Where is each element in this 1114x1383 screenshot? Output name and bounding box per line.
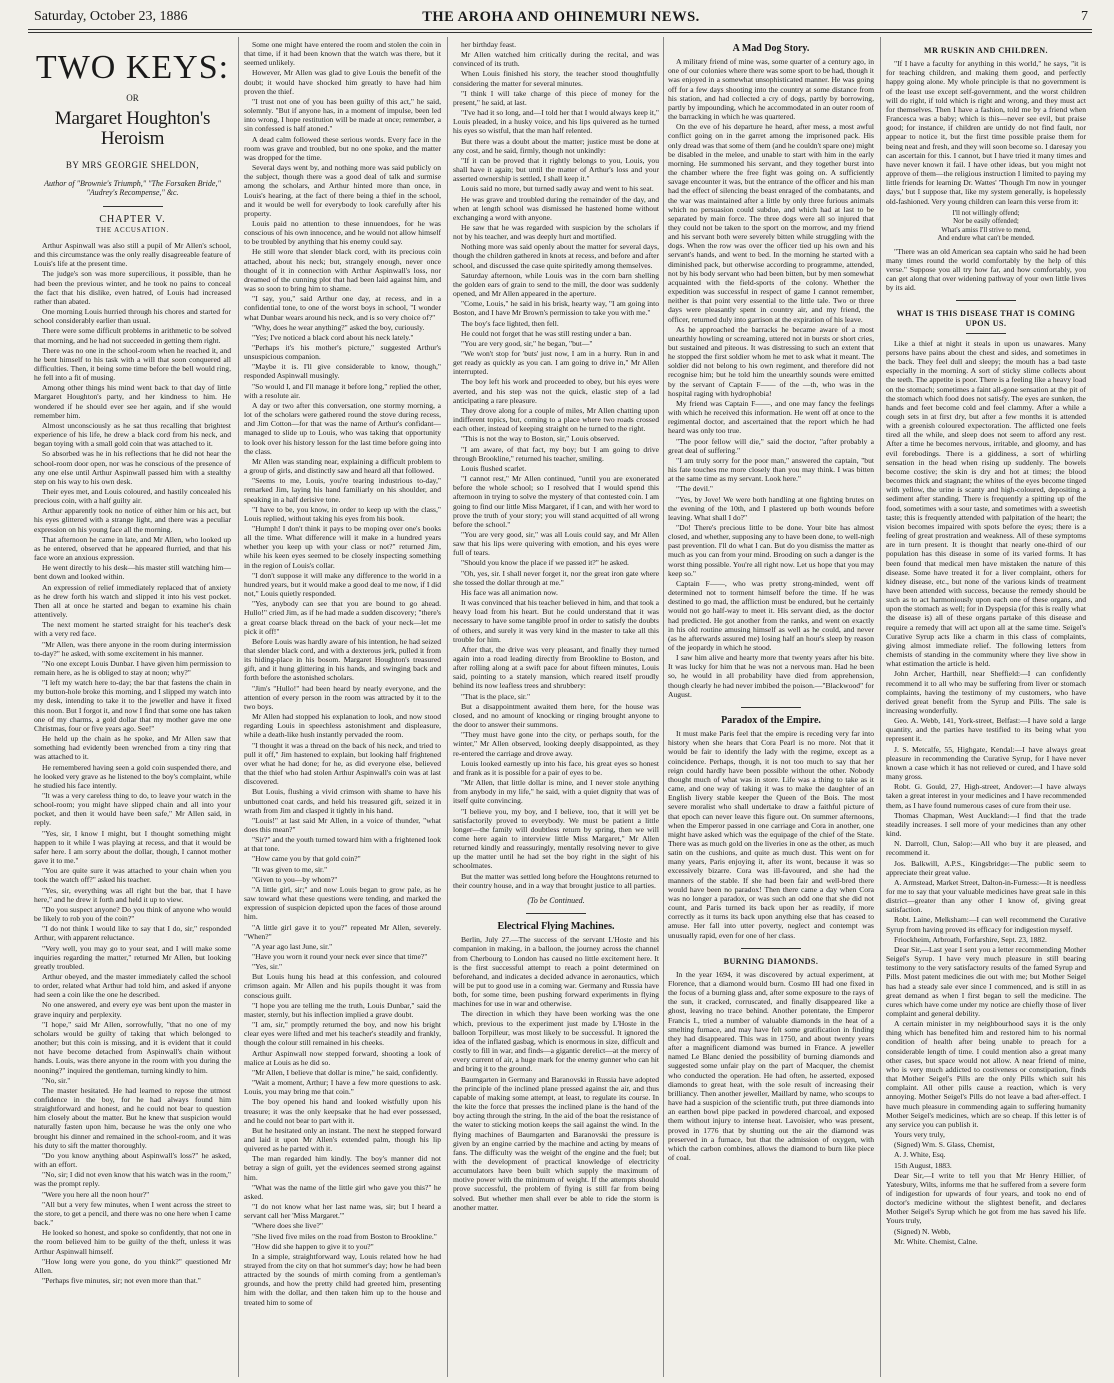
paragraph: As he approached the barracks he became aware of a most unearthly howling or screaming, uttered not in bursts or short cries, but sustained and piteous. It was distressing to such an extent that he stopped the first soldier whom he met to ask what it meant. The soldier did not belong to his own regiment, and therefore did not recognise him; but he told him the unearthly sounds were emitted by the servant of Captain F—— of the —th, who was in the hospital raging with hydrophobia! <box>668 324 874 398</box>
paragraph: "I think I will take charge of this piece of money for the present," he said, at last. <box>453 88 659 107</box>
masthead-rule-bottom <box>28 32 1092 33</box>
paragraph: "Should you know the place if we passed it?" he asked. <box>461 558 629 568</box>
paragraph: "Have you worn it round your neck ever since that time?" <box>252 952 428 961</box>
paragraph: Louis said no more, but turned sadly away and went to his seat. <box>461 184 654 194</box>
article-title-disease: WHAT IS THIS DISEASE THAT IS COMING UPON US. <box>896 309 1076 328</box>
paragraph: He remembered having seen a gold coin suspended there, and he looked very grave as he listened to the boy's complaint, while he studied his face intently. <box>34 762 231 790</box>
paragraph: His face was all animation now. <box>461 587 558 597</box>
paragraph: "I thought it was a thread on the back of his neck, and tried to pull it off," Jim hastened to explain, but looking half frightened over what he had done; for he, as did everyone else, believed that the thief who had stolen Arthur Aspinwall's coin was at last discovered. <box>244 740 441 787</box>
paragraph: Dear Sir,—Last year I sent you a letter recommending Mother Seigel's Syrup. I have very much pleasure in still bearing testimony to the very satisfactory results of the famed Syrup and Pills. Most patent medicines die out with me; but Mother Seigel has had a steady sale ever since I commenced, and is still in as great demand as when I first began to sell the medicine. The cures which have come under my notice are chiefly those of liver complaint and general debility. <box>886 944 1086 1018</box>
paragraph: Arthur Aspinwall now stepped forward, shooting a look of malice at Louis as he did so. <box>244 1048 441 1067</box>
article-title-paradox: Paradox of the Empire. <box>721 714 821 726</box>
paragraph: Nothing more was said openly about the matter for several days, though the children gathered in knots at recess, and before and after school, and discussed the case quite spiritedly among themselves. <box>453 242 659 270</box>
article-body-ruskin-end <box>886 247 1086 293</box>
paragraph: After that, the drive was very pleasant, and finally they turned again into a road leading directly from Brookline to Boston, and after rolling along at a swift pace for about fifteen minutes, Louis said, pointing to a stately mansion, which reared itself proudly behind its now leafless trees and shrubbery: <box>453 644 659 691</box>
poem-line: I'll not willingly offend; <box>952 208 1020 217</box>
serial-title: TWO KEYS: <box>35 49 230 86</box>
paragraph: "Do! There's precious little to be done. Your bite has almost closed, and whether, supposing any to have been done, to well-nigh past prevention. I'll do what I can. But do you dismiss the matter as much as you can from your mind. Brooding on such a danger is the worst thing possible. You're all right now. Let us hope that you may keep so." <box>668 522 874 578</box>
paragraph: Several days went by, and nothing more was said publicly on the subject, though there was a good deal of talk and surmise among the scholars, and Arthur hinted more than once, in Louis's hearing, at the fact of there being a thief in the school, and it would be well for everybody to look carefully after his property. <box>244 163 441 218</box>
poem-line: And endure what can't be mended. <box>937 234 1035 243</box>
paragraph: Robt. G. Gould, 27, High-street, Andover:—I have always taken a great interest in your medicines and I have recommended them, as I have found numerous cases of cure from their use. <box>886 782 1086 810</box>
article-body-electrical <box>453 935 659 1212</box>
paragraph: But a disappointment awaited them here, for the house was closed, and no amount of knocking or ringing brought anyone to the door to answer their summons. <box>453 701 659 730</box>
paragraph: But he hesitated only an instant. The next he stepped forward and laid it upon Mr Allen's extended palm, though his lip quivered as he parted with it. <box>244 1125 441 1154</box>
paragraph: Almost unconsciously as he sat thus recalling that brightest experience of his life, he drew a black cord from his neck, and began toying with a small gold coin that was attached to it. <box>34 420 231 449</box>
paragraph: Jos. Balkwill, A.P.S., Kingsbridge:—The public seem to appreciate their great value. <box>886 858 1086 877</box>
paragraph: The master hesitated. He had learned to repose the utmost confidence in the boy, for he had always found him straightforward and honest, and he could not bear to question him closely about the matter. But he knew that suspicion would naturally fasten upon him, because he was the only one who brought his dinner and remained in the school-room, and it was his duty to sift the matter thoroughly. <box>34 1085 231 1150</box>
paragraph: The man regarded him kindly. The boy's manner did not betray a sign of guilt, yet the evidences seemed strong against him. <box>244 1154 441 1182</box>
column-divider <box>447 37 448 1377</box>
paragraph: "You are very good, sir," he began, "but—" <box>461 338 593 348</box>
article-body-disease <box>886 339 1086 1246</box>
paragraph: her birthday feast. <box>461 40 517 49</box>
paragraph: "Yes, sir, I know I might, but I thought something might happen to it while I was playing at recess, and that it would be safer here. I am sorry about the dollar, though, I cannot mother gave it to me." <box>34 828 231 866</box>
paragraph: "Yes, sir, everything was all right but the bar, that I have here," and he drew it forth and held it up to view. <box>34 885 231 904</box>
paragraph: "You are quite sure it was attached to your chain when you took the watch off?" asked his teacher. <box>34 866 231 885</box>
paragraph: "Come, Louis," he said in his brisk, hearty way, "I am going into Boston, and I have Mr Brown's permission to take you with me." <box>453 299 659 318</box>
paragraph: "Perhaps five minutes, sir; not even more than that." <box>42 1275 201 1285</box>
paragraph: "Where does she live?" <box>252 1221 323 1231</box>
paragraph: Some one might have entered the room and stolen the coin in that time, if it had been known that the watch was there, but it seemed unlikely. <box>244 40 441 68</box>
paragraph: The boy's face lighted, then fell. <box>461 318 559 328</box>
divider <box>526 913 586 914</box>
paragraph: "I don't suppose it will make any difference to the world in a hundred years, but it would make a good deal to me now, if I did not," Louis quietly responded. <box>244 570 441 599</box>
paragraph: "Sir?" and the youth turned toward him with a frightened look at that tone. <box>244 835 441 854</box>
paragraph: Yours very truly, <box>894 1130 945 1140</box>
paragraph: "Were you here all the noon hour?" <box>42 1189 150 1199</box>
paragraph: Like a thief at night it steals in upon us unawares. Many persons have pains about the chest and sides, and sometimes in the back. They feel dull and sleepy; the mouth has a bad taste especially in the morning. A sort of sticky slime collects about the teeth. The appetite is poor. There is a feeling like a heavy load on the stomach; sometimes a faint all-gone sensation at the pit of the stomach which food does not satisfy. The eyes are sunken, the hands and feet become cold and feel clammy. After a while a cough sets in at first dry, but after a few months it is attended with a greenish coloured expectoration. The afflicted one feels tired all the while, and sleep does not seem to afford any rest. After a time he becomes nervous, irritable, and gloomy, and has evil forebodings. There is a giddiness, a sort of whirling sensation in the head when rising up suddenly. The bowels become costive; the skin is dry and hot at times; the blood becomes thick and stagnant; the whites of the eyes become tinged with yellow, the urine is scanty and high-coloured, depositing a sediment after standing. There is frequently a spitting up of the food, sometimes with a sour taste, and sometimes with a sweetish taste; this is frequently attended with palpitation of the heart; the vision becomes impaired with spots before the eyes; there is a feeling of great prostration and weakness. All of these symptoms are in turn present. It is thought that nearly one-third of our population has this disease in some of its varied forms. It has been found that medical men have mistaken the nature of this disease. Some have treated it for a liver complaint, others for kidney disease, etc., but none of the various kinds of treatment have been attended with success, because the remedy should be such as to act harmoniously upon each one of these organs, and upon the stomach as well; for in Dyspepsia (for this is really what the disease is) all of these organs partake of this disease and require a remedy that will act upon all at the same time. Seigel's Curative Syrup acts like a charm in this class of complaints, giving almost immediate relief. The following letters from chemists of standing in the community where they live show in what estimation the article is held. <box>886 338 1086 669</box>
column-3 <box>453 40 659 1379</box>
paragraph: But the matter was settled long before the Houghtons returned to their country house, and in a way that brought justice to all parties. <box>453 871 659 890</box>
serial-body-continued <box>244 40 441 1307</box>
paragraph: "They must have gone into the city, or perhaps south, for the winter," Mr Allen observed, looking deeply disappointed, as they re-entered the carriage and drove away. <box>453 730 659 758</box>
paragraph: "I cannot rest," Mr Allen continued, "until you are exonerated before the whole school; so I resolved that I would spend this afternoon in trying to solve the mystery of that contested coin. I am going to find our little Miss Margaret, if I can, and with her word to prove the truth of your story; you will stand acquitted of all wrong before the school." <box>453 474 659 529</box>
paragraph: But there was a doubt about the matter; justice must be done at any cost, and he said, firmly, though not unkindly: <box>453 136 659 155</box>
paragraph: Mr. White. Chemist, Calne. <box>894 1236 978 1246</box>
paragraph: N. Darroll, Clun, Salop:—All who buy it are pleased, and recommend it. <box>886 839 1086 858</box>
column-5 <box>886 40 1086 1379</box>
paragraph: "Yes, anybody can see that you are bound to go ahead. Hullo!" cried Jim, as if he had made a sudden discovery; "there's a great coarse black thread on the back of your neck—let me pick it off!" <box>244 599 441 636</box>
paragraph: An expression of relief immediately replaced that of anxiety as he drew forth his watch and slipped it into his vest pocket. Then all at once he started and began to examine his chain attentively. <box>34 582 231 620</box>
paragraph: Geo. A. Webb, 141, York-street, Belfast:—I have sold a large quantity, and the parties have testified to its being what you represent it. <box>886 716 1086 744</box>
paragraph: Mr Allen watched him critically during the recital, and was convinced of its truth. <box>453 50 659 69</box>
paragraph: Louis flushed scarlet. <box>461 463 527 473</box>
divider <box>966 333 1006 334</box>
paragraph: "I do not know what her last name was, sir; but I heard a servant call her 'Miss Margaret.'" <box>244 1202 441 1221</box>
paragraph: (Signed) N. Webb, <box>894 1226 951 1236</box>
paragraph: Before Louis was hardly aware of his intention, he had seized that slender black cord, and with a dexterous jerk, pulled it from its hiding-place in his bosom. Margaret Houghton's treasured gift, and it hung glittering in his hands, and swinging back and forth before the astonished scholars. <box>244 636 441 683</box>
column-divider <box>238 37 239 1377</box>
paragraph: "That is the place, sir." <box>461 691 531 701</box>
paragraph: "How did she happen to give it to you?" <box>252 1241 374 1251</box>
paragraph: I saw him alive and hearty more that twenty years after his bite. It was lucky for him that he was not a nervous man. Had he been so, he would in all probability have died from apprehension, though clearly he had never imbibed the poison.—"Blackwood" for August. <box>668 653 874 699</box>
paragraph: "Yes, sir." <box>252 962 283 972</box>
divider <box>956 300 1016 301</box>
paragraph: "What was the name of the little girl who gave you this?" he asked. <box>244 1182 441 1201</box>
paragraph: "If it can be proved that it rightly belongs to you, Louis, you shall have it again; but until the matter of Arthur's loss and your asserted ownership is settled, I shall keep it." <box>453 155 659 184</box>
paragraph: "Maybe it is. I'll give considerable to know, though," responded Aspinwall musingly. <box>244 362 441 381</box>
paragraph: The judge's son was more supercilious, it possible, than he had been the previous winter, and he took no pains to conceal the fact that his dislike, even hatred, of Louis had increased rather than abated. <box>34 269 231 306</box>
paragraph: John Archer, Harthill, near Sheffield:—I can confidently recommend it to all who may be suffering from liver or stomach complaints, having the testimony of my customers, who have derived great benefit from the Syrup and Pills. The sale is increasing wonderfully. <box>886 669 1086 715</box>
article-body-paradox <box>668 729 874 940</box>
paragraph: The next moment he started straight for his teacher's desk with a very red face. <box>34 620 231 639</box>
serial-byline: BY MRS GEORGIE SHELDON, <box>65 160 200 171</box>
paragraph: Captain F——, who was pretty strong-minded, went off determined not to torment himself before the time. If he was destined to go mad, the affliction must be endured, but he certainly would not go half-way to meet it. His servant died, as the doctor had predicted. He got another from the ranks, and went on exactly in his old routine amusing himself as well as he could, and never (as he afterwards assured me) losing half an hour's sleep by reason of the jeopardy in which he stood. <box>668 578 874 652</box>
paragraph: "There was an old American sea captain who said he had been many times round the world comfortably by the help of this verse." Suppose you all try how far, and how comfortably, you can get along that over widening pathway of your own little lives by its aid. <box>886 246 1086 293</box>
paragraph: "I am aware, of that fact, my boy; but I am going to drive through Brookline," returned his teacher, smiling. <box>453 444 659 463</box>
paragraph: "How came you by that gold coin?" <box>252 854 361 864</box>
paragraph: One morning Louis hurried through his chores and started for school considerably earlier than usual. <box>34 307 231 326</box>
paragraph: "You are very good, sir," was all Louis could say, and Mr Allen saw that his lips were quivering with emotion, and his eyes were full of tears. <box>453 529 659 558</box>
paragraph: "It was given to me, sir." <box>252 864 328 874</box>
page-number: 7 <box>1081 9 1088 24</box>
divider <box>741 948 801 949</box>
paragraph: "I hope you are telling me the truth, Louis Dunbar," said the master, sternly, but his inflection implied a grave doubt. <box>244 1000 441 1019</box>
paragraph: In a simple, straightforward way, Louis related how he had strayed from the city on that hot summer's day; how he had been attracted by the sounds of mirth coming from a gentleman's grounds, and how the pretty child had greeted him, presenting him with the dollar, and then taken him up to the house and treated him to some of <box>244 1251 441 1307</box>
paragraph: "So would I, and I'll manage it before long," replied the other, with a resolute air. <box>244 381 441 400</box>
article-body-ruskin <box>886 59 1086 206</box>
paragraph: Arthur apparently took no notice of either him or his act, but his eyes glittered with a strange light, and there was a peculiar expression on his young face all the morning. <box>34 506 231 534</box>
paragraph: "Mr Allen, was there anyone in the room during intermission to-day?" he asked, with some excitement in his manner. <box>34 639 231 658</box>
poem-line: Nor be easily offended; <box>953 217 1019 226</box>
paragraph: 15th August, 1883. <box>894 1160 952 1170</box>
paragraph: On the eve of his departure he heard, after mess, a most awful conflict going on in the garret among the imprisoned pack. His only dread was that some of them (and he couldn't spare one) might be disabled in the melee, and unable to start with him in the early morning. He summoned his servant, and they together burst into the chamber where the free fight was going on. A sufficiently savage encounter it was, but the entrance of the officer and his man had the effect of silencing the beast enraged of the combatants, and the war was maintained after a little by only three furious animals which no persuasion could subdue, and which had at last to be separated by main force. The three dogs were all so injured that they could not be taken to the sport on the morrow, and my friend and his servant both were severely bitten while struggling with the dogs. When the row was over the officer tied up his own and his servant's hands, and went to bed. In the morning he started with a diminished pack, but otherwise according to programme, attended, not by his body servant who had been bitten, but by men somewhat acquainted with the field-sports of the colony. Whether the expedition was successful in respect of game I cannot remember, neither is that point very essential to the little tale. Two or three days were pleasantly spent in country air, and my friend, the officer, returned duly into garrison at the expiration of his leave. <box>668 122 874 324</box>
paragraph: He went directly to his desk—his master still watching him—bent down and looked within. <box>34 563 231 582</box>
paragraph: "It was a very careless thing to do, to leave your watch in the school-room; you might have slipped chain and all into your pocket, and then it would have been safe," Mr Allen said, in reply. <box>34 791 231 828</box>
paragraph: "No, sir; I did not even know that his watch was in the room," was the prompt reply. <box>34 1170 231 1189</box>
column-divider <box>880 37 881 1377</box>
paragraph: "I trust not one of you has been guilty of this act," he said, solemnly. "But if anyone has, in a moment of impulse, been led into wrong, I hope restitution will be made at once; remember, a sin confessed is half atoned." <box>244 96 441 134</box>
column-1 <box>34 40 231 1379</box>
paragraph: He could not forget that he was still resting under a ban. <box>461 328 632 338</box>
paragraph: "Very well, you may go to your seat, and I will make some inquiries regarding the matter," returned Mr Allen, but looking greatly troubled. <box>34 943 231 971</box>
paragraph: (Signed) Wm. S. Glass, Chemist, <box>894 1140 995 1150</box>
article-title-burning: BURNING DIAMONDS. <box>723 956 819 966</box>
article-body-burning <box>668 970 874 1162</box>
serial-author-note: Author of "Brownie's Triumph," "The Forsaken Bride," "Audrey's Recompense," &c. <box>44 179 221 198</box>
paragraph: Mr Allen had stopped his explanation to look, and now stood regarding Louis in speechless astonishment and displeasure, while a death-like hush instantly pervaded the room. <box>244 712 441 740</box>
paragraph: "Do you know anything about Aspinwall's loss?" he asked, with an effort. <box>34 1150 231 1170</box>
serial-body-end <box>453 40 659 890</box>
paragraph: Arthur Aspinwall was also still a pupil of Mr Allen's school, and this circumstance was the only really disagreeable feature of Louis's life at the present time. <box>34 240 231 269</box>
paragraph: Among other things his mind went back to that day of little Margaret Houghton's party, and her kindness to him. He wondered if he should ever see her again, and if she would remember him. <box>34 383 231 420</box>
paragraph: "Given to you—by whom?" <box>252 874 338 884</box>
paragraph: "She lived five miles on the road from Boston to Brookline." <box>252 1231 437 1241</box>
paragraph: "No one except Louis Dunbar. I have given him permission to remain here, as he is obliged to stay at noon; why?" <box>34 658 231 677</box>
paragraph: "Mr Allen, that little dollar is mine, and I never stole anything from anybody in my life," he said, with a quiet dignity that was of itself quite convincing. <box>453 778 659 806</box>
paragraph: He was grave and troubled during the remainder of the day, and when at length school was dismissed he hastened home without exchanging a word with anyone. <box>453 194 659 222</box>
paragraph: A day or two after this conversation, one stormy morning, a lot of the scholars were gathered round the stove during recess, and Jim Cotton—for that was the name of Arthur's confidant—managed to slide up to Louis, who was taking that opportunity to look over his history lesson for the last time before going into the class. <box>244 400 441 456</box>
paragraph: "Louis!" at last said Mr Allen, in a voice of thunder, "what does this mean?" <box>244 815 441 834</box>
paragraph: There was no one in the school-room when he reached it, and he bent himself to his task with a will that soon conquered all difficulties. Then, it being some time before the bell would ring, he fell into a fit of musing. <box>34 345 231 383</box>
divider <box>741 707 801 708</box>
masthead-rule-top <box>28 29 1092 30</box>
to-be-continued: (To be Continued. <box>527 895 585 905</box>
article-title-mad-dog: A Mad Dog Story. <box>732 43 810 54</box>
paragraph: A. J. White, Esq. <box>894 1150 946 1160</box>
paragraph: So absorbed was he in his reflections that he did not hear the school-room door open, nor was he conscious of the presence of any one else until Arthur Aspinwall passed him with a stealthy step on his way to his own desk. <box>34 449 231 486</box>
paragraph: "I am truly sorry for the poor man," answered the captain, "but his fate touches me more closely than you may think. I was bitten at the same time as my servant. Look here." <box>668 455 874 484</box>
paragraph: The direction in which they have been working was the one which, previous to the experiment just made by L'Hoste in the balloon Torpilleur, was most likely to be successful. It ignored the idea of the inflated gasbag, which is enormous in size, difficult and costly to fill in war, and finds—a gigantic derelict—at the mercy of every current of air, a huge mark for the enemy gunner who can hit and bring it to the ground. <box>453 1009 659 1074</box>
paragraph: It must make Paris feel that the empire is receding very far into history when she hears that Cora Pearl is no more. Not that it would be fair to identify the lady with the regime, except as a coincidence. Perhaps, though, it is not too much to say that her reign could hardly have been possible without the other. Nobody thought much of what was in store. Life was a thing to take as it came, and one way of taking it was to make the daughter of an English livery stable keeper the Queen of the Bois. The most severe moralist who shall undertake to draw a faithful picture of that epoch can never leave this figure out. On summer afternoons, when the Emperor passed in one carriage and Cora in another, one might have asked which was the equipage of the chief of the State. There was as much gold on the liveries in one as the other, as much satin on the cushions, and quite as much dust. This went on for many years, Paris enjoying it, after its wont, because it was so excessively bizarre. Cora was ill-favoured, and she had the manners of the stable. If she had been fair and well-bred there would have been no paradox! Then there came a day when Cora was no longer a paradox, or was such an odd one that she did not count, and Paris turned its back upon her as readily, if more correctly as it turns its back upon anything else that has ceased to amuse. Her fall into utter poverty, neglect and contempt was unusually rapid, even for one of her class. <box>668 729 874 940</box>
serial-body <box>34 241 231 1285</box>
paragraph: "The poor fellow will die," said the doctor, "after probably a great deal of suffering." <box>668 436 874 455</box>
paragraph: He looked so honest, and spoke so confidently, that not one in the room believed him to be guilty of the theft, unless it was Arthur Aspinwall himself. <box>34 1228 231 1256</box>
paragraph: Saturday afternoon, while Louis was in the corn barn shelling the golden ears of grain to send to the mill, the door was suddenly opened, and Mr Allen appeared in the aperture. <box>453 270 659 299</box>
masthead-title: THE AROHA AND OHINEMURI NEWS. <box>422 9 700 25</box>
paragraph: Thomas Chapman, West Auckland:—I find that the trade steadily increases. I sell more of your medicines than any other kind. <box>886 810 1086 839</box>
paragraph: A military friend of mine was, some quarter of a century ago, in one of our colonies where there was some sport to be had, though it was enjoyed in a somewhat unsophisticated manner. He was going off for a few days shooting into the country at some distance from his station, and had collected a cry of dogs, partly by borrowing, partly by impounding, which he accommodated in an outer room of the barracking in which he was quartered. <box>668 57 874 122</box>
paragraph: Louis paid no attention to these innuendoes, for he was conscious of his own innocence, and he would not allow himself to be troubled by anything that his enemy could say. <box>244 218 441 247</box>
paragraph: A. Armstead, Market Street, Dalton-in-Furness:—It is needless for me to say that your valuable medicines have great sale in this district—greater than any other I know of, giving great satisfaction. <box>886 877 1086 915</box>
article-title-ruskin: MR RUSKIN AND CHILDREN. <box>924 46 1048 55</box>
paragraph: Dear Sir,—I write to tell you that Mr Henry Hillier, of Yatesbury, Wilts, informs me that he suffered from a severe form of indigestion for upwards of four years, and took no end of doctor's medicine without the slightest benefit, and declares Mother Seigel's Syrup which he got from me has saved his life. Yours truly, <box>886 1170 1086 1226</box>
paragraph: There were some difficult problems in arithmetic to be solved that morning, and he had not succeeded in getting them right. <box>34 326 231 345</box>
serial-or: OR <box>126 93 139 103</box>
poem-verse <box>886 209 1086 243</box>
paragraph: Berlin, July 27.—The success of the servant L'Hoste and his companion in making, in a balloon, the journey across the channel from Cherbourg to London has caused no little excitement here. It is the first successful attempt to reach a point determined on beforehand, and indicates a decided advance in aeronautics, which will be put to good use in a coming war. Germany and Russia have both, for some time, been pushing forward experiments in flying machines for use in war and otherwise. <box>453 935 659 1009</box>
paragraph: When Louis finished his story, the teacher stood thoughtfully considering the matter for several minutes. <box>453 69 659 88</box>
paragraph: "A little girl gave it to you?" repeated Mr Allen, severely. "When?" <box>244 922 441 941</box>
paragraph: "Wait a moment, Arthur; I have a few more questions to ask. Louis, you may bring me that coin." <box>244 1078 441 1097</box>
poem-line: What's amiss I'll strive to mend, <box>941 225 1031 234</box>
paragraph: In the year 1694, it was discovered by actual experiment, at Florence, that a diamond would burn. Cosmo III had one fixed in the focus of a burning glass and, after some exposure to the rays of the sun, it cracked, corruscated, and finally disappeared like a ghost, leaving no trace behind. Another potentate, the Emperor Francis I., tried a number of valuable diamonds in the heat of a smelting furnace, and may have felt some gratification in finding they had disappeared. This was in 1750, and about twenty years after a magnificent diamond was burned in France. A jeweller named Le Blanc denied the possibility of burning diamonds and suggested some unfair play on the part of Macquer, the chemist who conducted the operation. He had often, he asserted, exposed diamonds to great heat, with the sole result of increasing their brilliancy. Then another jeweller, Maillard by name, who scoups to have had a suspicion of the scientific truth, put three diamonds into an earthen bowl pipe packed in powdered charcoal, and exposed them without injury to intense heat. Lavoisier, who was present, proved in 1776 that by shutting out the air the diamond was preserved in a furnace, but that the admission of oxygen, with which the carbon combines, allows the diamond to burn like piece of coal. <box>668 969 874 1162</box>
paragraph: "If I have a faculty for anything in this world," he says, "it is for teaching children, and making them good, and perfectly happy going alone. My whole principle is that no government is of the least use except self-government, and the worst children will do right, if told which is right and wrong, and they must act for themselves. Then I have a fashion, told me by a friend when Francesca was a baby; which is this—never see evil, but praise good; for instance, if children are untidy do not find fault, nor appear to notice it, but the first time possible praise them for being neat and fresh, and they will soon become so. I daresay you can ascertain for this. I cannot, but I have tried it many times and have never known it fail. I have other ideas, but you might not approve of them—the religious instruction I limited to paying my little friends for learning Dr. Wattes' 'Though I'm now in younger days,' but I suppose that, like my system generally, is hopelessly old-fashioned. Very young children can learn this verse from it: <box>886 59 1086 206</box>
paragraph: "Perhaps it's his mother's picture," suggested Arthur's unsuspicious companion. <box>244 343 441 362</box>
chapter-heading: CHAPTER V. <box>99 213 166 225</box>
paragraph: "I am, sir," promptly returned the boy, and now his bright clear eyes were lifted and met his teacher's steadily and frankly, though the colour still remained in his cheeks. <box>244 1020 441 1048</box>
paragraph: "How long were you gone, do you think?" questioned Mr Allen. <box>34 1256 231 1275</box>
paragraph: "I've had it so long, and—I told her that I would always keep it," Louis pleaded, in a husky voice, and his lips quivered as he turned his eyes so wistful, that the man half relented. <box>453 108 659 136</box>
paragraph: The boy opened his hand and looked wistfully upon his treasure; it was the only keepsake that he had ever possessed, and he could not bear to part with it. <box>244 1097 441 1125</box>
paragraph: My friend was Captain F——, and one may fancy the feelings with which he received this information. He went off at once to the regimental doctor, and ascertained that the report which he had heard was only too true. <box>668 398 874 436</box>
paragraph: Robt. Laine, Melksham:—I can well recommend the Curative Syrup from having proved its efficacy for indigestion myself. <box>886 915 1086 934</box>
masthead-date: Saturday, October 23, 1886 <box>34 9 188 24</box>
paragraph: But Louis, flushing a vivid crimson with shame to have his unbuttoned coat cards, and held his treasured gift, seized it in wrath from Jim and clasped it tightly in his hand. <box>244 787 441 815</box>
paragraph: They drove along for a couple of miles, Mr Allen chatting upon indifferent topics, but, coming to a place where two roads crossed each other, instead of keeping straight on he turned to the right. <box>453 405 659 434</box>
paragraph: Arthur obeyed, and the master immediately called the school to order, related what Arthur had told him, and asked if anyone had seen a coin like the one he described. <box>34 971 231 1000</box>
paragraph: Louis looked earnestly up into his face, his great eyes so honest and frank as it is possible for a pair of eyes to be. <box>453 758 659 777</box>
paragraph: "Oh, yes, sir. I shall never forget it, nor the great iron gate where she tossed the dollar through at me." <box>453 568 659 587</box>
paragraph: "I do not think I would like to say that I do, sir," responded Arthur, with apparent reluctance. <box>34 924 231 943</box>
paragraph: A certain minister in my neighbourhood says it is the only thing which has benefited him and restored him to his normal condition of health after being unable to preach for a considerable length of time. I could mention also a great many other cases, but space would not allow. A near friend of mine, who is very much addicted to costiveness or constipation, finds that Mother Seigel's Pills are the only Pills which suit his complaint. All other pills cause a reaction, which is very annoying. Mother Seigel's Pills do not leave a bad after-effect. I have much pleasure in commending again to suffering humanity Mother Seigel's medicines, which are so cheap. If this letter is of any service you can publish it. <box>886 1019 1086 1129</box>
paragraph: "I hope," said Mr Allen, sorrowfully, "that no one of my scholars would be guilty of taking that which belonged to another; but this coin is missing, and it is evident that it could not have become detached from Aspinwall's chain without hands. Louis, was there anyone in the room with you during the nooning?" inquired the gentleman, turning kindly to him. <box>34 1019 231 1075</box>
paragraph: "Mr Allen, I believe that dollar is mine," he said, confidently. <box>252 1067 438 1077</box>
paragraph: The boy left his work and proceeded to obey, but his eyes were averted, and his step was not the quick, elastic step of a lad anticipating a rare pleasure. <box>453 377 659 405</box>
paragraph: "A little girl, sir;" and now Louis began to grow pale, as he saw toward what these questions were tending, and marked the expression of suspicion depicted upon the faces of those around him. <box>244 884 441 922</box>
paragraph: "Why, does he wear anything?" asked the boy, curiously. <box>252 322 425 332</box>
paragraph: It was convinced that his teacher believed in him, and that took a heavy load from his heart. But he could understand that it was necessary to have some tangible proof in order to satisfy the doubts of others, and surely it was very kind in the master to take all this trouble for him. <box>453 598 659 644</box>
chapter-subtitle: THE ACCUSATION. <box>95 225 170 234</box>
paragraph: Friockheim, Arbroath, Forfarshire, Sept. 23, 1882. <box>894 934 1047 944</box>
serial-subtitle: Margaret Houghton's Heroism <box>54 108 211 150</box>
paragraph: J. S. Metcalfe, 55, Highgate, Kendal:—I have always great pleasure in recommending the Curative Syrup, for I have never known a case which it has not relieved or cured, and I have sold many gross. <box>886 744 1086 782</box>
paragraph: "I say, you," said Arthur one day, at recess, and in a confidential tone, to one of the worst boys in school, "I wonder what Dunbar wears around his neck, and is so very choice of?" <box>244 294 441 322</box>
article-body-mad-dog <box>668 57 874 699</box>
masthead <box>34 9 1088 29</box>
paragraph: Their eyes met, and Louis coloured, and hastily concealed his precious coin, with a half guilty air. <box>34 487 231 506</box>
paragraph: He still wore that slender black cord, with its precious coin attached, about his neck; but, strangely enough, never once thought of it in connection with Arthur Aspinwall's loss, nor dreamed of the cunning plot that had been laid against him, and was so soon to bring him to shame. <box>244 247 441 294</box>
paragraph: "Jim's "Hullo!" had been heard by nearly everyone, and the attention of every person in the room was attracted by it to the two boys. <box>244 683 441 711</box>
paragraph: "I left my watch here to-day; the bar that fastens the chain in my button-hole broke this morning, and I slipped my watch into my desk, intending to take it to the jeweller and have it fixed this noon. But I forgot it, and now I find that some one has taken one of my charms, a gold dollar that my mother gave me one Christmas, four or five years ago. See!" <box>34 678 231 733</box>
paragraph: "We won't stop for 'buts' just now, I am in a hurry. Run in and get ready as quickly as you can. I am going to drive in," Mr Allen interrupted. <box>453 349 659 377</box>
paragraph: He saw that he was regarded with suspicion by the scholars if not by his teacher, and was deeply hurt and mortified. <box>453 222 659 242</box>
paragraph: "I have to be, you know, in order to keep up with the class," Louis replied, without taking his eyes from his book. <box>244 504 441 523</box>
paragraph: "This is not the way to Boston, sir," Louis observed. <box>461 434 620 444</box>
paragraph: A dead calm followed these serious words. Every face in the room was grave and troubled, but no one spoke, and the matter was dropped for the time. <box>244 134 441 162</box>
paragraph: He held up the chain as he spoke, and Mr Allen saw that something had evidently been wrenched from a tiny ring that was attached to it. <box>34 734 231 762</box>
paragraph: "Seems to me, Louis, you're tearing industrious to-day," remarked Jim, laying his hand familiarly on his shoulder, and speaking in a half derisive tone. <box>244 476 441 504</box>
column-4 <box>668 40 874 1379</box>
paragraph: "The devil." <box>676 484 713 494</box>
paragraph: That afternoon he came in late, and Mr Allen, who looked up as he entered, observed that he appeared flurried, and that his face wore an anxious expression. <box>34 534 231 563</box>
paragraph: "Yes, by Jove! We were both handling at one fighting brutes on the evening of the 10th, and I plastered up both wounds before leaving. What shall I do?" <box>668 494 874 522</box>
paragraph: Mr Allen was standing near, explaining a difficult problem to a group of girls, and distinctly saw and heard all that followed. <box>244 456 441 476</box>
paragraph: No one answered, and every eye was bent upon the master in grave inquiry and perplexity. <box>34 1000 231 1019</box>
paragraph: "No, sir." <box>42 1075 71 1085</box>
paragraph: However, Mr Allen was glad to give Louis the benefit of the doubt; it would have shocked him greatly to have had him proven the thief. <box>244 68 441 96</box>
paragraph: "All but a very few minutes, when I went across the street to the store, to get a pencil, and there was no one here when I came back." <box>34 1199 231 1228</box>
paragraph: "Do you suspect anyone? Do you think of anyone who would be likely to rob you of the coin?" <box>34 904 231 924</box>
paragraph: "Humph! I don't think it pays to be moping over one's books all the time. What difference will it make in a hundred years whether you keep up with your class or not?" returned Jim, while his keen eyes seemed to be closely inspecting something in the region of Louis's collar. <box>244 523 441 570</box>
paragraph: "A year ago last June, sir." <box>252 941 333 951</box>
paragraph: Baumgarten in Germany and Baranovski in Russia have adopted the principle of the inclined plane pressed against the air, and thus capable of making some attempt, at least, to regulate its course. In the kite the force that presses the inclined plane is the hand of the boy acting through the string. In the aid of the boat the resistance of the water to sticking motion keeps the sail against the wind. In the flying machines of Baumgarten and Baranovski the pressure is given by an engine carried by the machine and acting by means of fans. The difficulty was the weight of the engine and the fuel; but with the development of practical knowledge of electricity accumulators have been built which supply the maximum of motive power with the minimum of weight. If the attempts should prove successful, the problem of flying is still far from being solved. But whether men shall ever be able to ride the storm is another matter. <box>453 1074 659 1212</box>
paragraph: "I believe you, my boy, and I believe, too, that it will yet be satisfactorily proved to everybody. We must be patient a little longer—the family will doubtless return by spring, then we will come here again to interview little Miss Margaret," Mr Allen returned kindly and reassuringly, mentally resolving never to give up the matter until he had set the boy right in the sight of his schoolmates. <box>453 806 659 871</box>
divider <box>103 206 163 207</box>
column-2 <box>244 40 441 1379</box>
paragraph: But Louis hung his head at this confession, and coloured crimson again. Mr Allen and his pupils thought it was from conscious guilt. <box>244 972 441 1000</box>
column-divider <box>663 37 664 1377</box>
paragraph: "Yes; I've noticed a black cord about his neck lately." <box>252 332 414 342</box>
article-title-electrical: Electrical Flying Machines. <box>497 921 615 933</box>
